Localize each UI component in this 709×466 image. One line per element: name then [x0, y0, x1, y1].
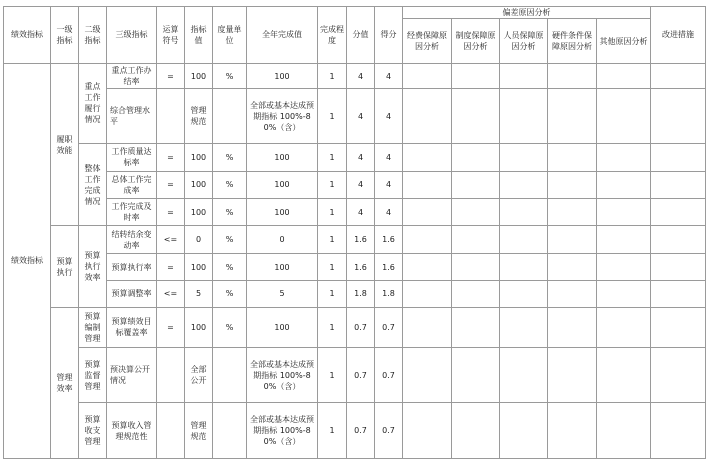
empty-cell: [500, 144, 548, 171]
group-cell: 预算执行: [51, 226, 79, 307]
weight-cell: 4: [347, 171, 375, 198]
header-cell: 改进措施: [651, 7, 706, 64]
operator-cell: =: [157, 253, 185, 280]
table-row: [4, 348, 706, 403]
degree-cell: 1: [318, 281, 347, 307]
indicator-name: 综合管理水平: [107, 89, 157, 144]
degree-cell: 1: [318, 89, 347, 144]
empty-cell: [500, 63, 548, 88]
empty-cell: [651, 226, 706, 253]
unit-cell: %: [213, 171, 247, 198]
empty-cell: [548, 63, 597, 88]
target-cell: 管理规范: [185, 89, 213, 144]
header-cell: 硬件条件保障原因分析: [548, 19, 597, 64]
indicator-name: 结转结余变动率: [107, 226, 157, 253]
empty-cell: [500, 307, 548, 348]
empty-cell: [597, 171, 651, 198]
empty-cell: [597, 281, 651, 307]
empty-cell: [651, 63, 706, 88]
empty-cell: [500, 348, 548, 403]
header-cell: 经费保障原因分析: [403, 19, 452, 64]
empty-cell: [548, 144, 597, 171]
actual-cell: 0: [247, 226, 318, 253]
header-cell: 指标值: [185, 7, 213, 64]
table-row: [4, 281, 706, 307]
operator-cell: =: [157, 144, 185, 171]
empty-cell: [452, 144, 500, 171]
actual-cell: 100: [247, 171, 318, 198]
table-row: [4, 144, 706, 171]
unit-cell: [213, 403, 247, 459]
degree-cell: 1: [318, 63, 347, 88]
degree-cell: 1: [318, 403, 347, 459]
header-cell: 度量单位: [213, 7, 247, 64]
empty-cell: [651, 348, 706, 403]
empty-cell: [597, 307, 651, 348]
weight-cell: 0.7: [347, 403, 375, 459]
empty-cell: [548, 171, 597, 198]
target-cell: 100: [185, 198, 213, 225]
header-cell: 三级指标: [107, 7, 157, 64]
weight-cell: 1.6: [347, 253, 375, 280]
unit-cell: [213, 89, 247, 144]
indicator-name: 总体工作完成率: [107, 171, 157, 198]
target-cell: 100: [185, 307, 213, 348]
group-cell: 履职效能: [51, 63, 79, 226]
weight-cell: 4: [347, 198, 375, 225]
header-cell: 人员保障原因分析: [500, 19, 548, 64]
unit-cell: %: [213, 226, 247, 253]
empty-cell: [597, 198, 651, 225]
score-cell: 4: [375, 198, 403, 225]
empty-cell: [597, 144, 651, 171]
header-cell: 得分: [375, 7, 403, 64]
operator-cell: =: [157, 307, 185, 348]
empty-cell: [403, 144, 452, 171]
operator-cell: [157, 89, 185, 144]
indicator-name: 预算绩效目标覆盖率: [107, 307, 157, 348]
score-cell: 4: [375, 63, 403, 88]
operator-cell: <=: [157, 281, 185, 307]
empty-cell: [500, 89, 548, 144]
operator-cell: =: [157, 63, 185, 88]
table-row: [4, 171, 706, 198]
operator-cell: =: [157, 198, 185, 225]
indicator-name: 预决算公开情况: [107, 348, 157, 403]
header-cell: 运算符号: [157, 7, 185, 64]
group-cell: 重点工作履行情况: [79, 63, 107, 143]
actual-cell: 100: [247, 144, 318, 171]
header-cell: 分值: [347, 7, 375, 64]
weight-cell: 1.6: [347, 226, 375, 253]
header-cell: 二级指标: [79, 7, 107, 64]
group-cell: 绩效指标: [4, 63, 51, 458]
empty-cell: [597, 63, 651, 88]
empty-cell: [500, 171, 548, 198]
empty-cell: [452, 226, 500, 253]
target-cell: 全部公开: [185, 348, 213, 403]
indicator-name: 重点工作办结率: [107, 63, 157, 88]
empty-cell: [548, 403, 597, 459]
header-cell: 全年完成值: [247, 7, 318, 64]
indicator-name: 预算收入管理规范性: [107, 403, 157, 459]
header-cell: 一级指标: [51, 7, 79, 64]
group-cell: 整体工作完成情况: [79, 144, 107, 226]
score-cell: 0.7: [375, 403, 403, 459]
empty-cell: [452, 281, 500, 307]
empty-cell: [452, 171, 500, 198]
empty-cell: [651, 144, 706, 171]
empty-cell: [597, 403, 651, 459]
empty-cell: [500, 253, 548, 280]
operator-cell: [157, 403, 185, 459]
target-cell: 管理规范: [185, 403, 213, 459]
empty-cell: [452, 348, 500, 403]
actual-cell: 5: [247, 281, 318, 307]
unit-cell: %: [213, 307, 247, 348]
header-row: [4, 7, 706, 19]
empty-cell: [403, 281, 452, 307]
empty-cell: [651, 253, 706, 280]
header-cell: 制度保障原因分析: [452, 19, 500, 64]
degree-cell: 1: [318, 144, 347, 171]
empty-cell: [452, 63, 500, 88]
table-row: [4, 63, 706, 88]
empty-cell: [452, 307, 500, 348]
table-row: [4, 253, 706, 280]
group-cell: 预算收支管理: [79, 403, 107, 459]
unit-cell: %: [213, 63, 247, 88]
degree-cell: 1: [318, 253, 347, 280]
deviation-group-header: 偏差原因分析: [403, 7, 651, 19]
empty-cell: [548, 253, 597, 280]
weight-cell: 1.8: [347, 281, 375, 307]
empty-cell: [597, 89, 651, 144]
empty-cell: [597, 226, 651, 253]
indicator-name: 工作完成及时率: [107, 198, 157, 225]
empty-cell: [597, 348, 651, 403]
header-cell: 绩效指标: [4, 7, 51, 64]
empty-cell: [548, 89, 597, 144]
unit-cell: [213, 348, 247, 403]
empty-cell: [403, 348, 452, 403]
unit-cell: %: [213, 144, 247, 171]
empty-cell: [403, 403, 452, 459]
score-cell: 0.7: [375, 307, 403, 348]
empty-cell: [500, 281, 548, 307]
empty-cell: [651, 89, 706, 144]
unit-cell: %: [213, 198, 247, 225]
score-cell: 1.8: [375, 281, 403, 307]
degree-cell: 1: [318, 348, 347, 403]
empty-cell: [548, 226, 597, 253]
group-cell: 预算编制管理: [79, 307, 107, 348]
score-cell: 4: [375, 89, 403, 144]
target-cell: 100: [185, 144, 213, 171]
score-cell: 0.7: [375, 348, 403, 403]
empty-cell: [500, 403, 548, 459]
degree-cell: 1: [318, 171, 347, 198]
unit-cell: %: [213, 253, 247, 280]
table-row: [4, 307, 706, 348]
group-cell: 管理效率: [51, 307, 79, 458]
empty-cell: [403, 226, 452, 253]
empty-cell: [651, 281, 706, 307]
empty-cell: [651, 198, 706, 225]
group-cell: 预算执行效率: [79, 226, 107, 307]
unit-cell: %: [213, 281, 247, 307]
actual-cell: 全部或基本达成预期指标 100%-80%（含）: [247, 403, 318, 459]
indicator-name: 预算执行率: [107, 253, 157, 280]
table-row: [4, 89, 706, 144]
score-cell: 1.6: [375, 226, 403, 253]
header-cell: 完成程度: [318, 7, 347, 64]
group-cell: 预算监督管理: [79, 348, 107, 403]
degree-cell: 1: [318, 198, 347, 225]
operator-cell: <=: [157, 226, 185, 253]
empty-cell: [500, 198, 548, 225]
empty-cell: [548, 198, 597, 225]
empty-cell: [452, 198, 500, 225]
empty-cell: [403, 63, 452, 88]
score-cell: 1.6: [375, 253, 403, 280]
empty-cell: [452, 253, 500, 280]
degree-cell: 1: [318, 307, 347, 348]
empty-cell: [452, 89, 500, 144]
weight-cell: 4: [347, 144, 375, 171]
target-cell: 5: [185, 281, 213, 307]
empty-cell: [597, 253, 651, 280]
target-cell: 100: [185, 253, 213, 280]
empty-cell: [403, 171, 452, 198]
table-row: [4, 403, 706, 459]
empty-cell: [651, 403, 706, 459]
header-cell: 其他原因分析: [597, 19, 651, 64]
performance-table: [3, 6, 706, 459]
empty-cell: [403, 253, 452, 280]
indicator-name: 工作质量达标率: [107, 144, 157, 171]
table-row: [4, 198, 706, 225]
actual-cell: 全部或基本达成预期指标 100%-80%（含）: [247, 348, 318, 403]
empty-cell: [548, 307, 597, 348]
target-cell: 100: [185, 63, 213, 88]
empty-cell: [403, 307, 452, 348]
operator-cell: [157, 348, 185, 403]
table-row: [4, 226, 706, 253]
actual-cell: 100: [247, 63, 318, 88]
score-cell: 4: [375, 171, 403, 198]
empty-cell: [651, 307, 706, 348]
actual-cell: 100: [247, 198, 318, 225]
empty-cell: [403, 198, 452, 225]
score-cell: 4: [375, 144, 403, 171]
target-cell: 0: [185, 226, 213, 253]
empty-cell: [403, 89, 452, 144]
indicator-name: 预算调整率: [107, 281, 157, 307]
weight-cell: 0.7: [347, 348, 375, 403]
degree-cell: 1: [318, 226, 347, 253]
empty-cell: [500, 226, 548, 253]
weight-cell: 4: [347, 89, 375, 144]
weight-cell: 4: [347, 63, 375, 88]
actual-cell: 100: [247, 253, 318, 280]
actual-cell: 100: [247, 307, 318, 348]
weight-cell: 0.7: [347, 307, 375, 348]
empty-cell: [452, 403, 500, 459]
target-cell: 100: [185, 171, 213, 198]
operator-cell: =: [157, 171, 185, 198]
actual-cell: 全部或基本达成预期指标 100%-80%（含）: [247, 89, 318, 144]
empty-cell: [651, 171, 706, 198]
empty-cell: [548, 348, 597, 403]
empty-cell: [548, 281, 597, 307]
